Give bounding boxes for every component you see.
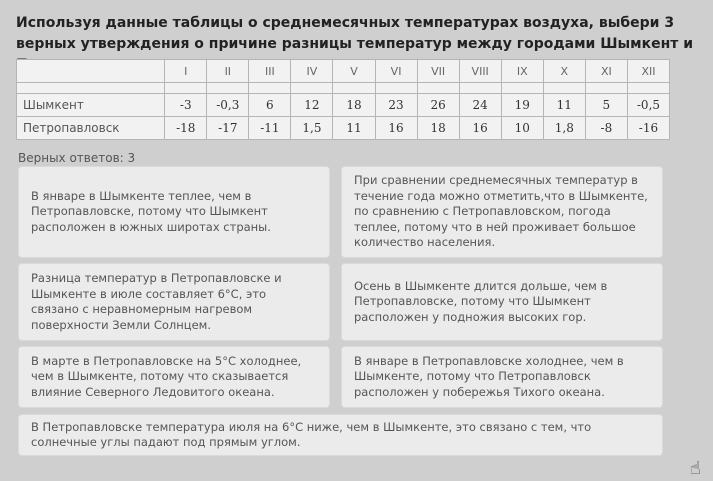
month-header: II xyxy=(207,60,249,83)
table-spacer-cell xyxy=(417,83,459,94)
temp-value: 18 xyxy=(333,94,375,117)
temp-value: 16 xyxy=(459,117,501,140)
table-corner-cell xyxy=(17,60,165,83)
answer-option[interactable] xyxy=(18,346,330,408)
table-spacer-cell xyxy=(375,83,417,94)
temp-value: -8 xyxy=(585,117,627,140)
answer-option[interactable] xyxy=(18,166,330,258)
month-header: III xyxy=(249,60,291,83)
answer-option-text: В Петропавловске температура июля на 6°С ниже, чем в Шымкенте, это связано с тем, что солнечные углы падают под прямым углом. xyxy=(31,419,592,449)
month-header: VI xyxy=(375,60,417,83)
answer-option-text: В марте в Петропавловске на 5°С холоднее, чем в Шымкенте, потому что сказывается влияние Северного Ледовитого океана. xyxy=(31,353,302,399)
answer-option[interactable] xyxy=(18,263,330,341)
temp-value: 16 xyxy=(375,117,417,140)
temperature-table xyxy=(16,59,670,140)
month-header: XII xyxy=(627,60,669,83)
question-text: Используя данные таблицы о среднемесячных температурах воздуха, выбери 3 верных утверждения о причине разницы температур между городами Шымкент и xyxy=(16,15,694,52)
answer-option[interactable] xyxy=(341,346,663,408)
answer-option-text: В январе в Петропавловске холоднее, чем в Шымкенте, потому что Петропавловск расположен у побережья Тихого океана. xyxy=(354,353,624,399)
temp-value: -0,5 xyxy=(627,94,669,117)
hand-pointer-icon: ☝ xyxy=(690,458,701,479)
temp-value: 18 xyxy=(417,117,459,140)
temp-value: -17 xyxy=(207,117,249,140)
month-header: VII xyxy=(417,60,459,83)
temp-value: 11 xyxy=(543,94,585,117)
answer-option-text: При сравнении среднемесячных температур в течение года можно отметить,что в Шымкенте, по сравнению с Петропавловском, погода теплее, потому что в ней проживает большое количество населения. xyxy=(354,173,648,250)
city-name: Петропавловск xyxy=(17,117,165,140)
temp-value: 26 xyxy=(417,94,459,117)
answer-option[interactable] xyxy=(341,263,663,341)
table-spacer-row xyxy=(17,83,670,94)
table-spacer-cell xyxy=(207,83,249,94)
temp-value: -3 xyxy=(165,94,207,117)
table-spacer-cell xyxy=(17,83,165,94)
city-name: Шымкент xyxy=(17,94,165,117)
answer-option-text: Осень в Шымкенте длится дольше, чем в Петропавловске, потому что Шымкент расположен у подножия высоких гор. xyxy=(354,278,608,324)
answer-option-text: Разница температур в Петропавловске и Шымкенте в июле составляет 6°С, это связано с неравномерным нагревом поверхности Земли Солнцем. xyxy=(31,271,282,332)
table-spacer-cell xyxy=(543,83,585,94)
table-spacer-cell xyxy=(501,83,543,94)
month-header: V xyxy=(333,60,375,83)
month-header: I xyxy=(165,60,207,83)
temp-value: 1,8 xyxy=(543,117,585,140)
temp-value: 5 xyxy=(585,94,627,117)
temp-value: 23 xyxy=(375,94,417,117)
month-header: XI xyxy=(585,60,627,83)
table-spacer-cell xyxy=(165,83,207,94)
answers-count: Верных ответов: 3 xyxy=(18,151,136,165)
temp-value: -0,3 xyxy=(207,94,249,117)
month-header: IX xyxy=(501,60,543,83)
answer-option[interactable] xyxy=(341,166,663,258)
temp-value: -18 xyxy=(165,117,207,140)
temp-value: 24 xyxy=(459,94,501,117)
table-row-petropavlovsk xyxy=(17,117,670,140)
table-header-row xyxy=(17,60,670,83)
table-spacer-cell xyxy=(585,83,627,94)
table-spacer-cell xyxy=(291,83,333,94)
temp-value: -16 xyxy=(627,117,669,140)
table-spacer-cell xyxy=(249,83,291,94)
month-header: IV xyxy=(291,60,333,83)
answer-option[interactable] xyxy=(18,414,663,456)
month-header: VIII xyxy=(459,60,501,83)
temp-value: 6 xyxy=(249,94,291,117)
temp-value: 11 xyxy=(333,117,375,140)
temp-value: 10 xyxy=(501,117,543,140)
table-spacer-cell xyxy=(627,83,669,94)
answer-option-text: В январе в Шымкенте теплее, чем в Петропавловске, потому что Шымкент расположен в южных широтах страны. xyxy=(31,188,271,234)
month-header: X xyxy=(543,60,585,83)
temp-value: 19 xyxy=(501,94,543,117)
temp-value: -11 xyxy=(249,117,291,140)
table-spacer-cell xyxy=(333,83,375,94)
table-spacer-cell xyxy=(459,83,501,94)
table-row-shymkent xyxy=(17,94,670,117)
temp-value: 12 xyxy=(291,94,333,117)
temp-value: 1,5 xyxy=(291,117,333,140)
